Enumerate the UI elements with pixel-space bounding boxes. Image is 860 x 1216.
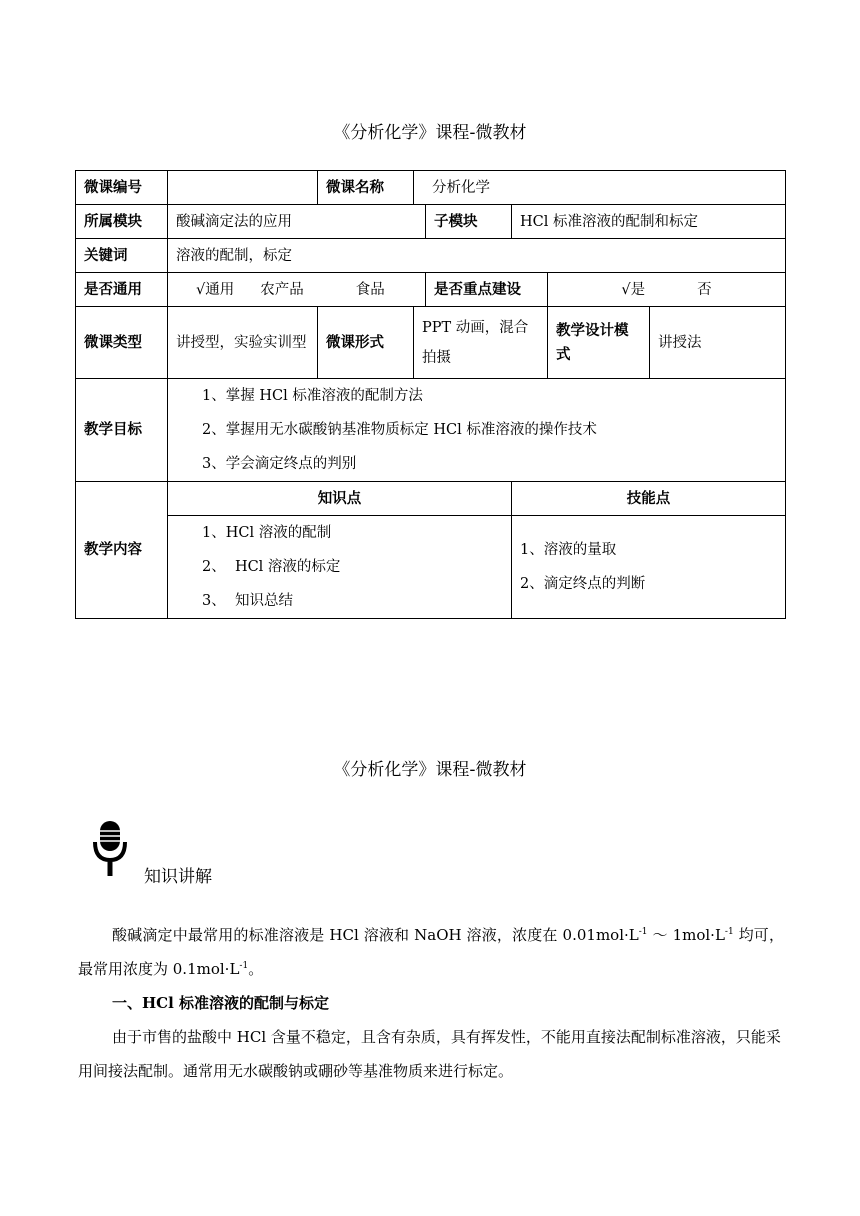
option-agri: 农产品 [260,281,304,298]
p1-text-a: 酸碱滴定中最常用的标准溶液是 HCl 溶液和 NaOH 溶液，浓度在 0.01mol·L [112,926,639,944]
option-food: 食品 [355,281,385,298]
label-submodule: 子模块 [426,205,512,239]
row-keywords [76,239,786,273]
page-title-2: 《分析化学》课程-微教材 [333,760,527,780]
knowledge-item: 2、 HCl 溶液的标定 [202,559,341,575]
goals-list [168,379,786,482]
p1-text-d: 。 [248,960,264,978]
skill-item: 1、溶液的量取 [520,542,617,558]
label-key-build: 是否重点建设 [426,273,548,307]
value-form: PPT 动画，混合拍摄 [414,307,548,379]
row-content [76,516,786,619]
row-module [76,205,786,239]
p1-sup-3: -1 [239,961,249,971]
value-course-name: 分析化学 [414,171,786,205]
knowledge-item: 3、 知识总结 [202,593,293,609]
p1-sup-1: -1 [638,927,648,937]
general-options [168,273,426,307]
label-type: 微课类型 [76,307,168,379]
microphone-icon [93,820,127,878]
row-goals [76,379,786,482]
value-submodule: HCl 标准溶液的配制和标定 [512,205,786,239]
row-content-header [76,482,786,516]
value-keywords: 溶液的配制，标定 [168,239,786,273]
goal-item: 2、掌握用无水碳酸钠基准物质标定 HCl 标准溶液的操作技术 [202,422,597,438]
label-keywords: 关键词 [76,239,168,273]
goal-item: 1、掌握 HCl 标准溶液的配制方法 [202,388,423,404]
paragraph-hcl: 由于市售的盐酸中 HCl 含量不稳定，且含有杂质，具有挥发性，不能用直接法配制标准溶液，只能采用间接法配制。通常用无水碳酸钠或硼砂等基准物质来进行标定。 [78,1028,781,1080]
knowledge-list [168,516,512,619]
label-module: 所属模块 [76,205,168,239]
row-type [76,307,786,379]
subsection-heading: 一、HCl 标准溶液的配制与标定 [112,994,330,1012]
course-info-table [75,170,786,619]
skill-header: 技能点 [512,482,786,516]
page-title: 《分析化学》课程-微教材 [333,123,527,143]
value-type: 讲授型，实验实训型 [168,307,318,379]
row-general [76,273,786,307]
label-form: 微课形式 [318,307,414,379]
goal-item: 3、学会滴定终点的判别 [202,456,357,472]
key-build-options [548,273,786,307]
value-course-code [168,171,318,205]
option-general: √通用 [196,281,235,298]
skills-list [512,516,786,619]
row-code-name [76,171,786,205]
paragraph-intro [78,918,784,986]
label-design-mode: 教学设计模式 [548,307,650,379]
label-general: 是否通用 [76,273,168,307]
label-course-code: 微课编号 [76,171,168,205]
option-no: 否 [697,281,712,298]
label-content: 教学内容 [76,482,168,619]
option-yes: √是 [621,281,646,298]
p1-text-b: ～ 1mol·L [647,926,725,944]
label-course-name: 微课名称 [318,171,414,205]
value-design-mode: 讲授法 [650,307,786,379]
skill-item: 2、滴定终点的判断 [520,576,646,592]
p1-sup-2: -1 [724,927,734,937]
p1-text-c: 均可，最常用浓度为 0.1mol·L [78,926,784,978]
section-heading: 知识讲解 [144,867,212,887]
knowledge-item: 1、HCl 溶液的配制 [202,525,332,541]
value-module: 酸碱滴定法的应用 [168,205,426,239]
label-goals: 教学目标 [76,379,168,482]
knowledge-header: 知识点 [168,482,512,516]
